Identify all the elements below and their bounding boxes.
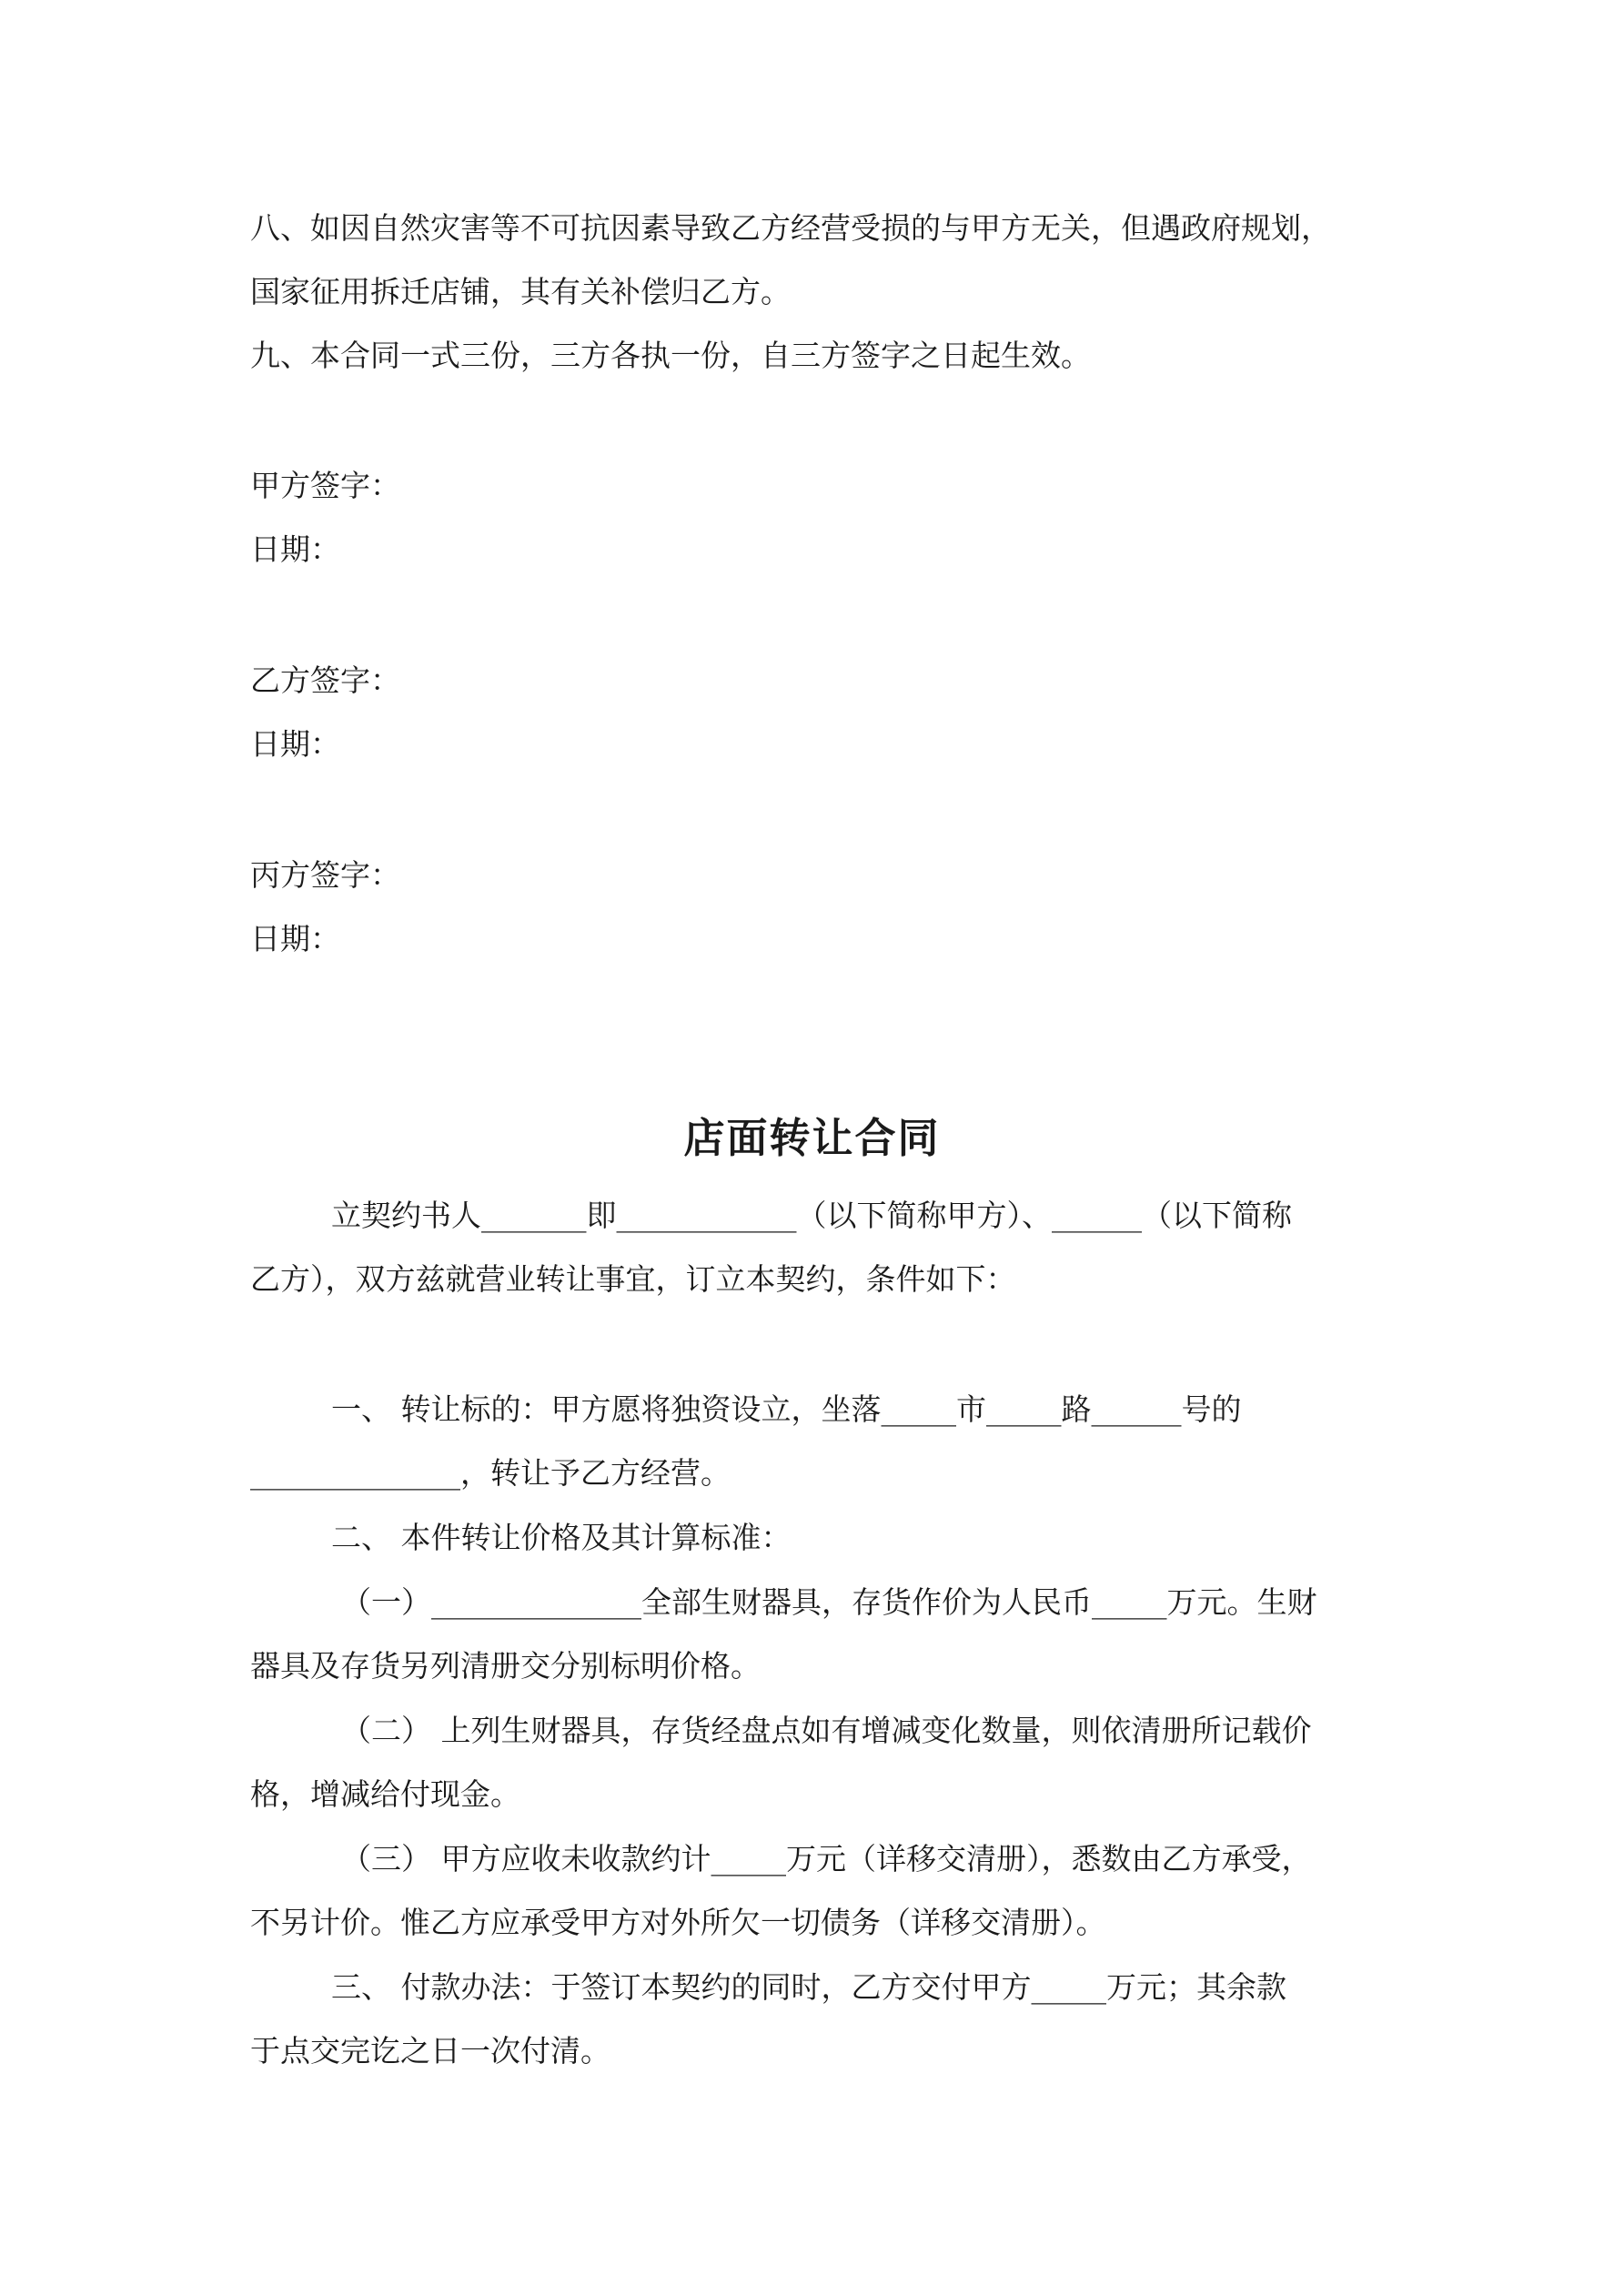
party-c-date-label: 日期： bbox=[250, 921, 340, 956]
intro-line-1: 立契约书人_______即____________（以下简称甲方）、______（以下简称 bbox=[331, 1198, 1292, 1233]
item-2-1-line-1: （一）______________全部生财器具，存货作价为人民币_____万元。生财 bbox=[341, 1584, 1317, 1620]
item-2-3-line-1: （三） 甲方应收未收款约计_____万元（详移交清册），悉数由乙方承受， bbox=[341, 1841, 1312, 1876]
clause-9: 九、本合同一式三份，三方各执一份，自三方签字之日起生效。 bbox=[250, 338, 1091, 373]
item-2-2-line-1: （二） 上列生财器具，存货经盘点如有增减变化数量，则依清册所记载价 bbox=[341, 1713, 1312, 1748]
clause-8-line-2: 国家征用拆迁店铺，其有关补偿归乙方。 bbox=[250, 274, 791, 309]
party-a-date-label: 日期： bbox=[250, 531, 340, 567]
item-2-2-line-2: 格，增减给付现金。 bbox=[250, 1776, 520, 1812]
item-3-line-2: 于点交完讫之日一次付清。 bbox=[250, 2033, 610, 2068]
intro-line-2: 乙方），双方兹就营业转让事宜，订立本契约，条件如下： bbox=[250, 1261, 1016, 1297]
party-a-signature-label: 甲方签字： bbox=[250, 468, 400, 503]
contract-title: 店面转让合同 bbox=[683, 1114, 941, 1162]
item-3-line-1: 三、 付款办法：于签订本契约的同时，乙方交付甲方_____万元；其余款 bbox=[331, 1969, 1286, 2005]
item-1-line-1: 一、 转让标的：甲方愿将独资设立，坐落_____市_____路______号的 bbox=[331, 1391, 1242, 1427]
party-b-signature-label: 乙方签字： bbox=[250, 663, 400, 698]
party-c-signature-label: 丙方签字： bbox=[250, 857, 400, 893]
party-b-date-label: 日期： bbox=[250, 726, 340, 762]
item-2-3-line-2: 不另计价。惟乙方应承受甲方对外所欠一切债务（详移交清册）。 bbox=[250, 1905, 1106, 1940]
item-1-line-2: ______________，转让予乙方经营。 bbox=[250, 1455, 731, 1491]
item-2-1-line-2: 器具及存货另列清册交分别标明价格。 bbox=[250, 1648, 761, 1684]
clause-8-line-1: 八、如因自然灾害等不可抗因素导致乙方经营受损的与甲方无关，但遇政府规划， bbox=[250, 210, 1331, 246]
item-2-heading: 二、 本件转让价格及其计算标准： bbox=[331, 1520, 792, 1555]
